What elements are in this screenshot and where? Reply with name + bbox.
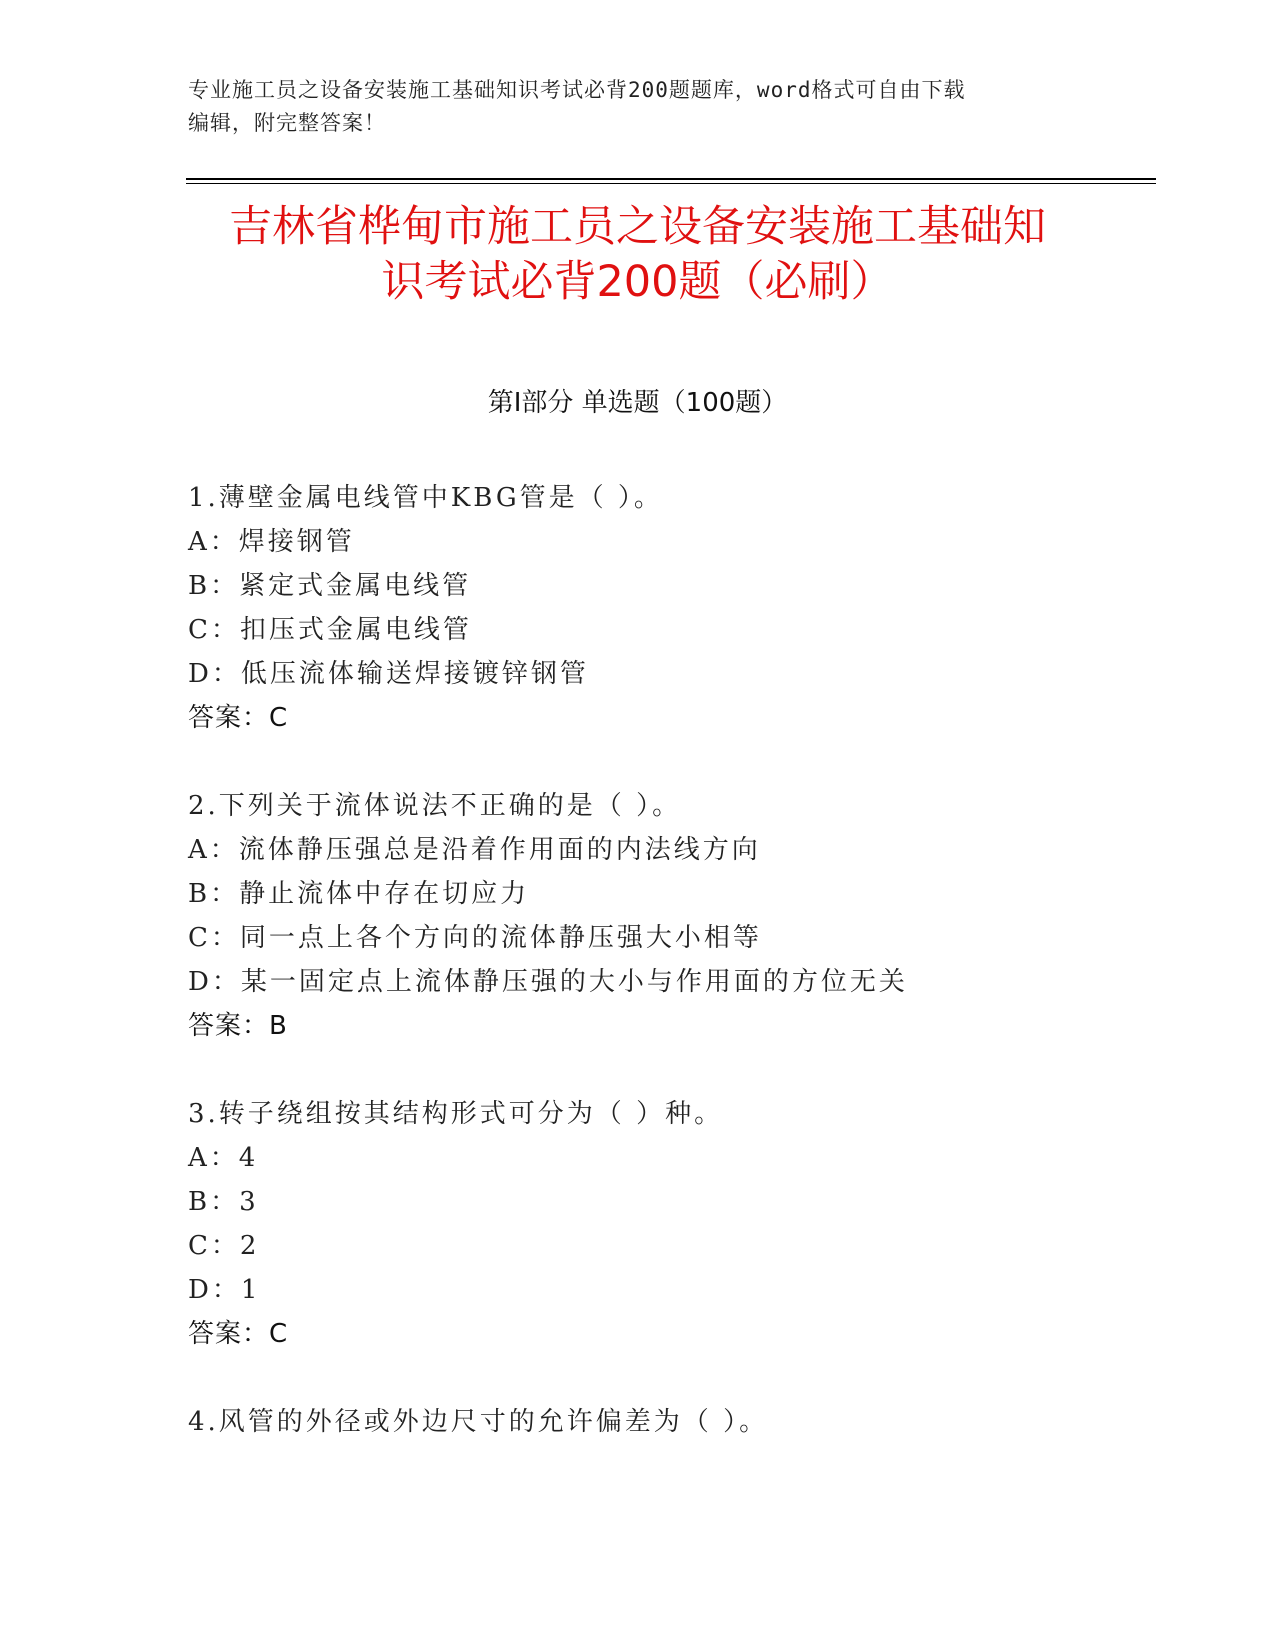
option-a: A：4	[188, 1143, 259, 1173]
question-item	[188, 784, 1188, 1048]
option-d: D：低压流体输送焊接镀锌钢管	[188, 659, 589, 689]
option-d: D：某一固定点上流体静压强的大小与作用面的方位无关	[188, 967, 908, 997]
option-b: B：3	[188, 1187, 259, 1217]
title-line: 吉林省桦甸市施工员之设备安装施工基础知	[229, 202, 1046, 252]
header-rule-thin	[186, 183, 1156, 184]
answer-line: 答案：C	[188, 1319, 289, 1349]
answer-line: 答案：C	[188, 703, 289, 733]
document-title	[150, 200, 1125, 310]
question-stem: 4.风管的外径或外边尺寸的允许偏差为（ ）。	[188, 1407, 769, 1437]
option-b: B：静止流体中存在切应力	[188, 879, 530, 909]
question-item	[188, 1400, 1188, 1444]
question-stem: 2.下列关于流体说法不正确的是（ ）。	[188, 791, 682, 821]
option-b: B：紧定式金属电线管	[188, 571, 472, 601]
option-c: C：同一点上各个方向的流体静压强大小相等	[188, 923, 762, 953]
question-list	[188, 476, 1188, 1488]
option-a: A：流体静压强总是沿着作用面的内法线方向	[188, 835, 761, 865]
answer-line: 答案：B	[188, 1011, 288, 1041]
header-rule	[186, 178, 1156, 180]
header-note-line: 专业施工员之设备安装施工基础知识考试必背200题题库，word格式可自由下载	[188, 78, 966, 102]
option-c: C：2	[188, 1231, 260, 1261]
question-stem: 3.转子绕组按其结构形式可分为（ ）种。	[188, 1099, 724, 1129]
option-c: C：扣压式金属电线管	[188, 615, 472, 645]
title-line: 识考试必背200题（必刷）	[381, 257, 894, 307]
section-heading: 第I部分 单选题（100题）	[487, 388, 788, 418]
question-item	[188, 476, 1188, 740]
option-d: D：1	[188, 1275, 261, 1305]
header-note	[188, 74, 1088, 140]
question-item	[188, 1092, 1188, 1356]
header-note-line: 编辑，附完整答案！	[188, 111, 386, 135]
option-a: A：焊接钢管	[188, 527, 355, 557]
question-stem: 1.薄壁金属电线管中KBG管是（ ）。	[188, 483, 663, 513]
